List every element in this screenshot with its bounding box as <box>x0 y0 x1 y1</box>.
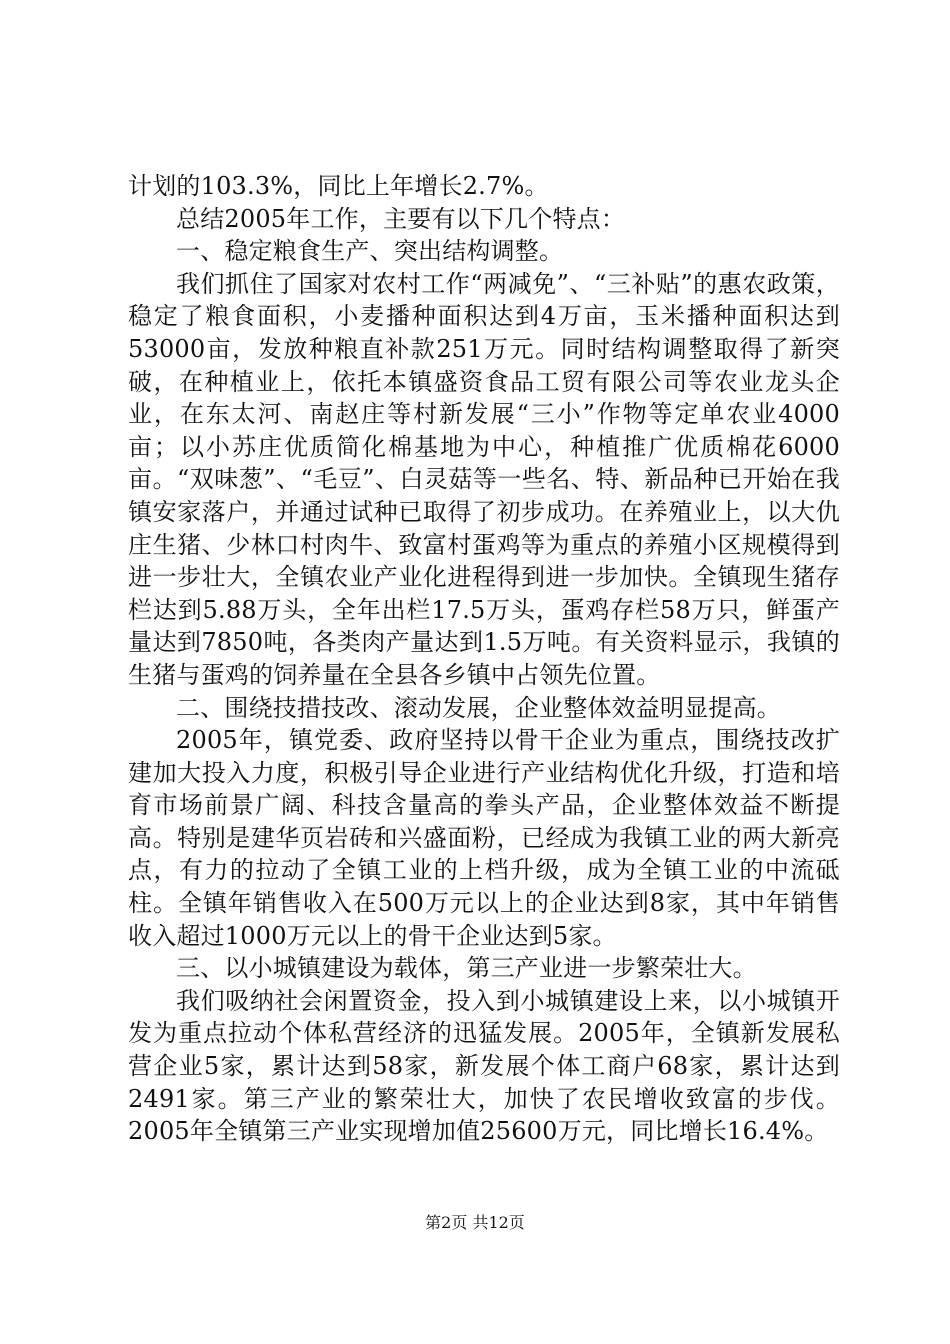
paragraph-continuation: 计划的103.3%，同比上年增长2.7%。 <box>128 172 549 200</box>
paragraph-tertiary: 我们吸纳社会闲置资金，投入到小城镇建设上来，以小城镇开发为重点拉动个体私营经济的迅猛发展。2005年，全镇新发展私营企业5家，累计达到58家，新发展个体工商户68家，累计达到2491家。第三产业的繁荣壮大，加快了农民增收致富的步伐。2005年全镇第三产业实现增加值25600万元，同比增长16.4%。 <box>128 986 840 1146</box>
paragraph-agriculture: 我们抓住了国家对农村工作“两减免”、“三补贴”的惠农政策，稳定了粮食面积，小麦播种面积达到4万亩，玉米播种面积达到53000亩，发放种粮直补款251万元。同时结构调整取得了新突破，在种植业上，依托本镇盛资食品工贸有限公司等农业龙头企业，在东太河、南赵庄等村新发展“三小”作物等定单农业4000亩；以小苏庄优质简化棉基地为中心，种植推广优质棉花6000亩。“双味葱”、“毛豆”、白灵菇等一些名、特、新品种已开始在我镇安家落户，并通过试种已取得了初步成功。在养殖业上，以大仇庄生猪、少林口村肉牛、致富村蛋鸡等为重点的养殖小区规模得到进一步壮大，全镇农业产业化进程得到进一步加快。全镇现生猪存栏达到5.88万头，全年出栏17.5万头，蛋鸡存栏58万只，鲜蛋产量达到7850吨，各类肉产量达到1.5万吨。有关资料显示，我镇的生猪与蛋鸡的饲养量在全县各乡镇中占领先位置。 <box>128 269 840 689</box>
section-heading-grain: 一、稳定粮食生产、突出结构调整。 <box>176 237 564 266</box>
section-heading-tertiary: 三、以小城镇建设为载体，第三产业进一步繁荣壮大。 <box>176 954 757 983</box>
section-heading-enterprise: 二、围绕技措技改、滚动发展，企业整体效益明显提高。 <box>176 693 781 722</box>
paragraph-enterprise: 2005年，镇党委、政府坚持以骨干企业为重点，围绕技改扩建加大投入力度，积极引导企业进行产业结构优化升级，打造和培育市场前景广阔、科技含量高的拳头产品，企业整体效益不断提高。特别是建华页岩砖和兴盛面粉，已经成为我镇工业的两大新亮点，有力的拉动了全镇工业的上档升级，成为全镇工业的中流砥柱。全镇年销售收入在500万元以上的企业达到8家，其中年销售收入超过1000万元以上的骨干企业达到5家。 <box>128 726 840 950</box>
paragraph-summary-intro: 总结2005年工作，主要有以下几个特点： <box>176 204 626 233</box>
document-body <box>128 170 840 1148</box>
page-number-footer: 第2页 共12页 <box>425 1213 525 1232</box>
